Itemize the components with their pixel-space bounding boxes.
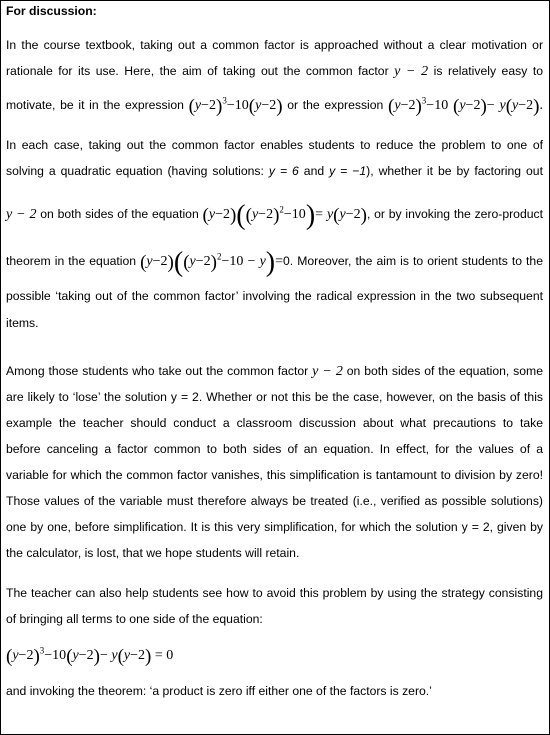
p2-line3: y − 2 on both sides of the equation $(y-2)((y-2)^2-10)= y(y-2)$, or by invoking the zero-product (6, 200, 543, 231)
p4-line2: of bringing all terms to one side of the equation: (6, 612, 263, 626)
p1-line1: In the course textbook, taking out a common factor is approached without a clear motivation or (6, 38, 543, 52)
p2-line6: items. (6, 316, 39, 330)
p3-line7: one by one, before simplification. It is this very simplification, for which the solution y = 2, given by (6, 520, 543, 534)
math-eq2: $(y-2)((y-2)^2-10 - y)=$ (140, 247, 284, 278)
p2-line1: In each case, taking out the common factor enables students to reduce the problem to one of (6, 138, 543, 152)
math-expr1: $(y-2)^3-10(y-2)$ (188, 95, 283, 117)
math-expr2: $(y-2)^3-10$ (y−2)− y(y−2). (388, 95, 543, 117)
math-eq1: $(y-2)((y-2)^2-10)= y(y-2)$ (202, 200, 367, 231)
p2-line2: solving a quadratic equation (having solutions: y = 6 and y = −1), whether it be by factoring out (6, 164, 543, 178)
math-factor: y − 2 (394, 64, 429, 79)
math-sol1: y = 6 (268, 164, 299, 178)
p3-line8: the calculator, is lost, that we hope students will retain. (6, 546, 300, 560)
p4-line3: and invoking the theorem: ‘a product is zero iff either one of the factors is zero.’ (6, 684, 432, 698)
p3-line1: Among those students who take out the common factor y − 2 on both sides of the equation, some (6, 364, 543, 379)
p2-line5: possible ‘taking out of the common factor’ involving the radical expression in the two subsequent (6, 289, 543, 303)
p3-line5: variable for which the common factor vanishes, this simplification is tantamount to division by zero! (6, 468, 543, 482)
p3-line2: are likely to ‘lose’ the solution y = 2. Whether or not this be the case, however, on the basis of this (6, 390, 543, 404)
p4-line1: The teacher can also help students see how to avoid this problem by using the strategy consisting (6, 586, 543, 600)
p3-line3: example the teacher should conduct a classroom discussion about what precautions to take (6, 416, 543, 430)
math-sol2: y = −1 (329, 164, 367, 178)
box-title: For discussion: (6, 4, 97, 18)
p1-line2: rationale for its use. Here, the aim of taking out the common factor y − 2 is relatively easy to (6, 64, 543, 79)
final-equation: $(y-2)^3-10(y-2)- y(y-2) = 0$ (6, 645, 174, 667)
p2-line4: theorem in the equation $(y-2)((y-2)^2-10 - y)=0$. Moreover, the aim is to orient students to the (6, 247, 543, 278)
p3-line4: before canceling a factor common to both sides of an equation. In effect, for the values of a (6, 442, 543, 456)
p1-line3: motivate, be it in the expression $(y-2)^3-10(y-2)$ or the expression $(y-2)^3-10$ (y−2)− y(y−2). (6, 95, 543, 117)
p3-line6: Those values of the variable must therefore always be treated (i.e., verified as possible solutions) (6, 494, 543, 508)
